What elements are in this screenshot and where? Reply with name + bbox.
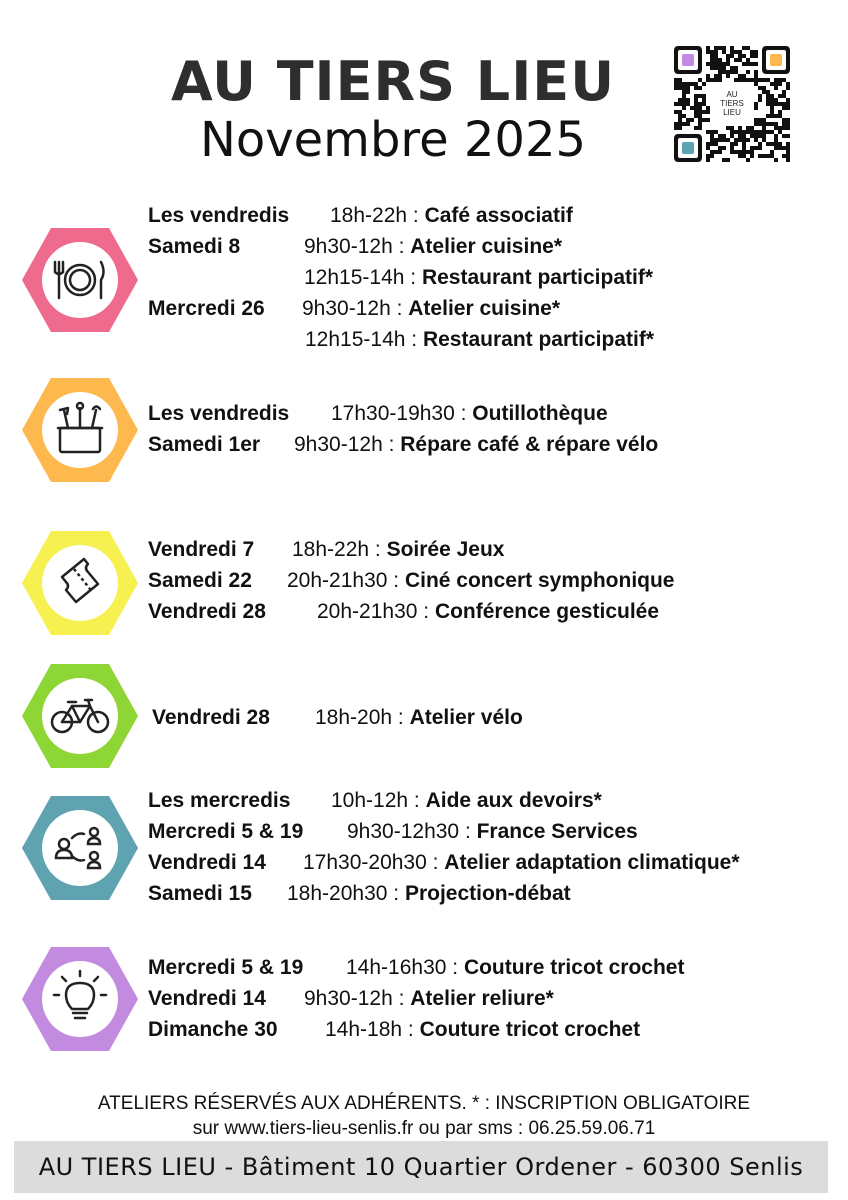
- event-activity: Répare café & répare vélo: [400, 433, 659, 456]
- event-day: Vendredi 28: [152, 706, 270, 729]
- event-row: [148, 398, 838, 429]
- event-time: 18h-22h :: [330, 204, 425, 227]
- event-day: Samedi 15: [148, 882, 252, 905]
- event-activity: Aide aux devoirs*: [425, 789, 602, 812]
- event-row: [148, 565, 838, 596]
- section-3-badge: [22, 531, 138, 635]
- event-row: [148, 262, 838, 293]
- event-row: [148, 785, 838, 816]
- event-time: 17h30-19h30 :: [331, 402, 473, 425]
- event-day: Samedi 1er: [148, 433, 261, 456]
- event-activity: Atelier adaptation climatique*: [444, 851, 740, 874]
- event-row: [148, 429, 838, 460]
- event-activity: France Services: [476, 820, 638, 843]
- event-row: [148, 878, 838, 909]
- event-activity: Conférence gesticulée: [434, 600, 660, 623]
- section-2-badge: [22, 378, 138, 482]
- event-activity: Ciné concert symphonique: [404, 569, 675, 592]
- membership-notice: ATELIERS RÉSERVÉS AUX ADHÉRENTS. * : INSCRIPTION OBLIGATOIRE: [97, 1093, 751, 1114]
- event-row: [148, 952, 838, 983]
- event-row: [148, 293, 838, 324]
- event-activity: Outillothèque: [472, 402, 608, 425]
- event-row: [148, 596, 838, 627]
- event-row: [148, 983, 838, 1014]
- event-time: 18h-20h30 :: [287, 882, 405, 905]
- section-bike: [148, 702, 838, 733]
- event-time: 14h-18h :: [325, 1018, 420, 1041]
- event-activity: Atelier cuisine*: [408, 297, 560, 320]
- address-bar: [14, 1141, 828, 1193]
- event-row: [148, 702, 838, 733]
- event-row: [148, 324, 838, 355]
- event-time: 14h-16h30 :: [346, 956, 464, 979]
- event-activity: Couture tricot crochet: [463, 956, 685, 979]
- event-day: Samedi 8: [148, 235, 241, 258]
- section-tools: [148, 398, 838, 460]
- event-row: [148, 1014, 838, 1045]
- event-time: 17h30-20h30 :: [303, 851, 445, 874]
- section-1-badge: [22, 228, 138, 332]
- section-social: [148, 785, 838, 909]
- event-time: 12h15-14h :: [305, 328, 423, 351]
- address-text: AU TIERS LIEU - Bâtiment 10 Quartier Ordener - 60300 Senlis: [38, 1153, 804, 1181]
- page-subtitle: Novembre 2025: [199, 112, 587, 168]
- event-activity: Atelier cuisine*: [410, 235, 562, 258]
- event-row: [148, 231, 838, 262]
- section-crafts: [148, 952, 838, 1045]
- event-row: [148, 534, 838, 565]
- section-5-badge: [22, 796, 138, 900]
- event-activity: Restaurant participatif*: [421, 266, 653, 289]
- event-day: Les mercredis: [148, 789, 291, 812]
- event-day: Les vendredis: [148, 402, 290, 425]
- event-day: Mercredi 5 & 19: [148, 820, 304, 843]
- event-time: 12h15-14h :: [304, 266, 422, 289]
- event-row: [148, 200, 838, 231]
- event-activity: Atelier reliure*: [410, 987, 554, 1010]
- section-4-badge: [22, 664, 138, 768]
- event-activity: Soirée Jeux: [386, 538, 505, 561]
- event-time: 20h-21h30 :: [287, 569, 405, 592]
- event-time: 10h-12h :: [331, 789, 426, 812]
- event-day: Samedi 22: [148, 569, 252, 592]
- event-day: Les vendredis: [148, 204, 290, 227]
- section-6-badge: [22, 947, 138, 1051]
- qr-center-label: TIERS: [720, 99, 744, 108]
- qr-code[interactable]: [674, 46, 790, 162]
- event-time: 9h30-12h30 :: [347, 820, 477, 843]
- event-time: 18h-20h :: [315, 706, 410, 729]
- qr-center-label: LIEU: [723, 108, 741, 117]
- event-activity: Projection-débat: [404, 882, 571, 905]
- event-time: 18h-22h :: [292, 538, 387, 561]
- event-day: Vendredi 14: [148, 851, 266, 874]
- event-row: [148, 816, 838, 847]
- event-day: Vendredi 14: [148, 987, 266, 1010]
- event-activity: Café associatif: [424, 204, 573, 227]
- page-title: AU TIERS LIEU: [170, 50, 616, 113]
- event-day: Dimanche 30: [148, 1018, 278, 1041]
- section-tickets: [148, 534, 838, 627]
- section-food: [148, 200, 838, 355]
- event-day: Vendredi 7: [148, 538, 255, 561]
- event-activity: Restaurant participatif*: [422, 328, 654, 351]
- event-time: 9h30-12h :: [304, 235, 411, 258]
- event-day: Mercredi 5 & 19: [148, 956, 304, 979]
- event-time: 20h-21h30 :: [317, 600, 435, 623]
- event-time: 9h30-12h :: [304, 987, 411, 1010]
- contact-line: sur www.tiers-lieu-senlis.fr ou par sms : 06.25.59.06.71: [192, 1118, 656, 1139]
- event-row: [148, 847, 838, 878]
- event-time: 9h30-12h :: [294, 433, 401, 456]
- event-activity: Couture tricot crochet: [419, 1018, 641, 1041]
- event-day: Mercredi 26: [148, 297, 265, 320]
- event-time: 9h30-12h :: [302, 297, 409, 320]
- event-day: Vendredi 28: [148, 600, 266, 623]
- event-activity: Atelier vélo: [409, 706, 523, 729]
- qr-center-label: AU: [726, 90, 738, 99]
